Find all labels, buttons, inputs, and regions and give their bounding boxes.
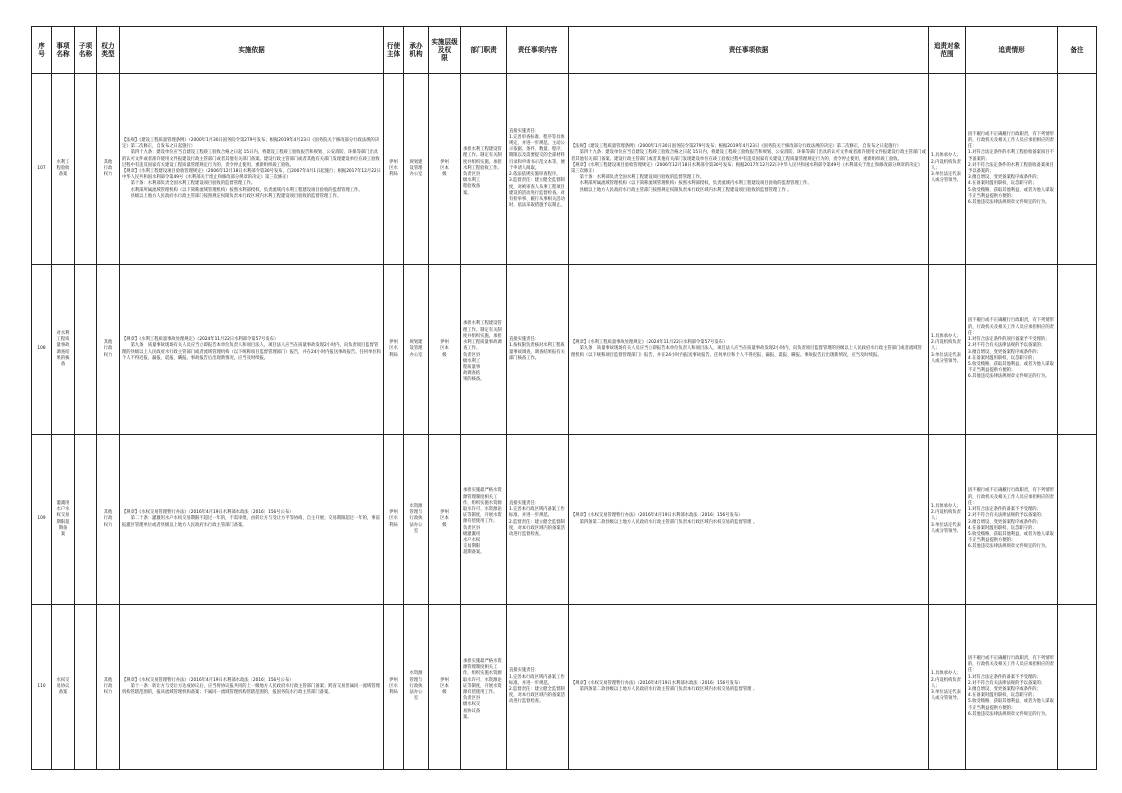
power-type-cell: 其他 行政 权力 bbox=[97, 605, 120, 770]
level-cell: 伊州 区本 级 bbox=[429, 74, 461, 265]
header-responsibility: 责任事项内容 bbox=[507, 27, 569, 74]
office-cell: 规划建 设管理 办公室 bbox=[404, 265, 429, 435]
basis-paragraph: 【规章】《水权交易管理暂行办法》（2016年4月19日水利部水政法〔2016〕156号公布） bbox=[122, 510, 294, 516]
header-situation: 追责情形 bbox=[966, 27, 1058, 74]
responsibility-basis-paragraph: 第四条第二款县级以上地方人民政府水行政主管部门负责本行政区域内水权交易的监督管理 。 bbox=[571, 687, 758, 692]
responsibility-cell: 直接实施责任： 1.按权限负责核对水利工程质量事故调查，调查结果报有关部门核备工作。 bbox=[507, 265, 569, 435]
header-power-type: 权力 类型 bbox=[97, 27, 120, 74]
header-note: 备注 bbox=[1058, 27, 1097, 74]
seq-cell: 109 bbox=[32, 435, 52, 605]
seq-cell: 110 bbox=[32, 605, 52, 770]
responsibility-basis-cell bbox=[569, 265, 929, 435]
duty-summary: 负责区县 级水利工 程验收备 案。 bbox=[463, 172, 481, 196]
subject-cell: 伊州 区水 利局 bbox=[384, 605, 404, 770]
responsibility-basis-paragraph: 【规章】《水利工程质量事故处理规定》（2024年11月22日水利部令第57号发布） bbox=[571, 340, 728, 346]
responsibility-basis-cell bbox=[569, 74, 929, 265]
sub-item-cell bbox=[75, 74, 97, 265]
header-item-name: 事项 名称 bbox=[52, 27, 75, 74]
responsibility-cell: 直接实施责任： 1.完善本行政区域内备案工作标准，并进一步规范。 2.监督责任：建立健全监督制度，对本行政区域内的备案活动进行监督检查。 bbox=[507, 605, 569, 770]
item-name-cell: 灌溉用 水户水 权交易 期限超 期备 案 bbox=[52, 435, 75, 605]
target-cell: 1.具体承办人； 2.内设机构负责人； 3.单位法定代表人或分管领导。 bbox=[929, 435, 966, 605]
target-cell: 1.具体承办人； 2.内设机构负责人； 3.单位法定代表人或分管领导。 bbox=[929, 605, 966, 770]
duty-detail: 承担实施最严格水资源管理制度相关工作，组织实施水资源取水许可、水资源论证等制度，开展水资源有偿使用工作。 bbox=[463, 658, 502, 695]
situation-cell: 因不履行或不正确履行行政职责，有下列情形的，行政机关及相关工作人员应承担相应的责任： 1.对符合法定条件的备案不予受理的； 2.对不符合有关法律法规的予以备案的； 3.擅自增设、变更备案程序或条件的； 4.在备案时滥用职权、玩忽职守的； 5.收受贿赂、获取其他利益，或者为他人谋取不正当利益提供方便的； 6.其他违反法律法规规章文件规定的行为。 bbox=[966, 435, 1058, 605]
note-cell bbox=[1058, 605, 1097, 770]
subject-cell: 伊州 区水 利局 bbox=[384, 435, 404, 605]
responsibility-cell: 直接实施责任： 1.完善本行政区域内备案工作标准，并进一步规范。 2.监督责任：建立健全监督制度，对本行政区域内的备案活动进行监督检查。 bbox=[507, 435, 569, 605]
responsibility-cell: 直接实施责任： 1.完善审查标准、程序等具体规定，并进一步规范。主动公示依据、条件、数量、程序、期限以及需要提交的全部材料目录和申请书示范文本等，便于申请人阅取。 2.依法依规实施审查程序。 3.监督责任：建立健全监督制度，对被审查人从事工程项目建设的活动进行监督检查。对有检举事、履行从事相关活动时，依法采取措施予以制止。 bbox=[507, 74, 569, 265]
responsibility-basis-paragraph: 水利部所属流域管理机构（以下简称流域管理机构）按照水利部授权，负责流域内水利工程建设项目验收的监督管理工作。 bbox=[571, 181, 812, 187]
header-row bbox=[32, 27, 1097, 74]
duty-detail: 承担水利工程建设管理工作。制定有关制度并组织实施。承担水利工程质量事故调查工作。 bbox=[463, 321, 502, 352]
responsibility-basis-cell bbox=[569, 435, 929, 605]
basis-cell bbox=[120, 435, 384, 605]
responsibility-basis-paragraph: 第十条：水利部负责全国水利工程建设项目验收的监督管理工作。 bbox=[571, 175, 705, 181]
duty-cell bbox=[461, 74, 507, 265]
header-subject: 行使 主体 bbox=[384, 27, 404, 74]
power-type-cell: 其他 行政 权力 bbox=[97, 265, 120, 435]
header-level: 实施层级及权 限 bbox=[429, 27, 461, 74]
duty-summary: 负责区县 级水利工 程质量事 故调查结 果的核备。 bbox=[463, 352, 485, 383]
responsibility-basis-paragraph: 第四十九条：建设单位应当自建设工程竣工验收合格之日起 15日内，将建设工程竣工验收报告和规划、公安消防、环保等部门出具的认可文件或者准许使用文件报建设行政主管部门或者其他有关部门备案。建设行政主管部门或者其他有关部门发现建设单位在竣工验收过程中有违反国家有关建设工程质量管理规定行为的，责令停止使用，重新组织竣工验收。 bbox=[571, 150, 926, 162]
duty-cell bbox=[461, 265, 507, 435]
responsibility-basis-cell bbox=[569, 605, 929, 770]
basis-paragraph: 第十一条：转让方与受让方达成协议后，应当将协议报共同的上一级地方人民政府水行政主管部门备案；跨省交易但属同一流域管理机构管辖范围的，报该流域管理机构备案；不属同一流域管理机构管辖范围的，报国务院水行政主管部门备案。 bbox=[122, 683, 380, 696]
basis-cell bbox=[120, 74, 384, 265]
level-cell: 伊州 区本 级 bbox=[429, 265, 461, 435]
sub-item-cell bbox=[75, 605, 97, 770]
situation-cell: 因不履行或不正确履行行政职责，有下列情形的，行政机关及相关工作人员应承担相应的责任： 1.对符合法定条件的备案不予受理的； 2.对不符合有关法律法规的予以备案的； 3.擅自增设、变更备案程序或条件的； 4.在备案时滥用职权、玩忽职守的； 5.收受贿赂、获取其他利益，或者为他人谋取不正当利益提供方便的； 6.其他违反法律法规规章文件规定的行为。 bbox=[966, 605, 1058, 770]
responsibility-basis-paragraph: 【规章】《水权交易管理暂行办法》（2016年4月19日水利部水政法〔2016〕156号发布） bbox=[571, 680, 743, 686]
header-basis: 实施依据 bbox=[120, 27, 384, 74]
sub-item-cell bbox=[75, 435, 97, 605]
basis-paragraph: 水利部所属流域管理机构（以下简称流域管理机构）按照水利部授权，负责流域内水利工程建设项目验收的监督管理工作。 bbox=[122, 187, 363, 193]
basis-paragraph: 第二十条：灌溉用水户水权交易期限不超过一年的，不需审批，由转让方与受让方平等协商，自主开展；交易期限超过一年的，事前报灌区管理单位或者县级以上地方人民政府水行政主管部门备案。 bbox=[122, 516, 380, 528]
basis-paragraph: 【规章】《水利工程建设项目验收管理规定》（2006年12月18日水利部令第30号发布，自2007年4月1日起施行；根据2017年12月22日中华人民共和国水利部令第49号《水利部关于废止和修改部分规章的决定》第三次修正） bbox=[122, 169, 381, 181]
subject-cell: 伊州 区水 利局 bbox=[384, 74, 404, 265]
note-cell bbox=[1058, 265, 1097, 435]
duty-cell bbox=[461, 605, 507, 770]
responsibility-basis-paragraph: 第九条 质量事故现场有关人员应当立即报告本单位负责人和项目法人，项目法人应当在质量事故发现2小时内，向负责项目监督管理的县级以上人民政府水行政主管部门或者流域管理机构（以下统称项目监督管理部门）报告，并在24小时内报送事故报告。任何单位和个人不得迟报、漏报、谎报、瞒报。事故报告后出现新情况，应当及时续报。 bbox=[571, 346, 922, 358]
responsibility-basis-paragraph: 县级以上地方人民政府水行政主管部门按照规定权限负责本行政区域内水利工程建设项目验收的监督管理工作 。 bbox=[571, 187, 792, 193]
basis-cell bbox=[120, 605, 384, 770]
duty-detail: 承担水利工程建设管理工作。制定有关制度并组织实施。承担水利工程验收工作。 bbox=[463, 147, 502, 171]
duty-detail: 承担实施最严格水资源管理制度相关工作，组织实施水资源取水许可、水资源论证等制度，开展水资源有偿使用工作。 bbox=[463, 488, 502, 525]
target-cell: 1.具体承办人； 2.内设机构负责人； 3.单位法定代表人或分管领导。 bbox=[929, 265, 966, 435]
level-cell: 伊州 区本 级 bbox=[429, 605, 461, 770]
table-row bbox=[32, 605, 1097, 770]
duty-summary: 负责区县 级灌溉用 水户水权 交易期限 超期备案。 bbox=[463, 525, 485, 556]
power-type-cell: 其他 行政 权力 bbox=[97, 435, 120, 605]
basis-paragraph: 县级以上地方人民政府水行政主管部门按照规定权限负责本行政区域内水利工程建设项目验收的监督管理工作。 bbox=[122, 193, 342, 199]
duty-summary: 负责区县 级水权交 易协议备 案。 bbox=[463, 696, 481, 720]
header-duty: 部门职责 bbox=[461, 27, 507, 74]
header-office: 承办 机构 bbox=[404, 27, 429, 74]
basis-paragraph: 【规章】《水利工程质量事故处理规定》（2024年11月22日水利部令第57号发布） bbox=[122, 337, 279, 343]
responsibility-list-table bbox=[31, 26, 1097, 770]
sub-item-cell bbox=[75, 265, 97, 435]
item-name-cell: 水利工 程验收 备案 bbox=[52, 74, 75, 265]
subject-cell: 伊州 区水 利局 bbox=[384, 265, 404, 435]
basis-paragraph: 【规章】《水权交易管理暂行办法》（2016年4月19日水利部水政法〔2016〕156号公布） bbox=[122, 677, 294, 683]
basis-paragraph: 第四十九条：建设单位应当自建设工程竣工验收合格之日起 15日内，将建设工程竣工验收报告和规划、公安消防、环保等部门出具的认可文件或者准许使用文件报建设行政主管部门或者其他有关部门备案。建设行政主管部门或者其他有关部门发现建设单位在竣工验收过程中有违反国家有关建设工程质量管理规定行为的，责令停止使用，重新组织竣工验收。 bbox=[122, 150, 380, 168]
duty-cell bbox=[461, 435, 507, 605]
seq-cell: 108 bbox=[32, 265, 52, 435]
header-target: 追责对象 范围 bbox=[929, 27, 966, 74]
basis-paragraph: 【法规】《建设工程质量管理条例》（2000年1月30日国务院令第279号发布；根据2019年4月23日《国务院关于修改部分行政法规的决定》第二次修正，自发布之日起施行） bbox=[122, 137, 380, 150]
responsibility-basis-paragraph: 【规章】《水利工程建设项目验收管理规定》（2006年12月18日水利部令第30号发布；根据2017年12月22日中华人民共和国水利部令第49号《水利部关于废止和修改部分规章的决定》第三次修正） bbox=[571, 162, 923, 174]
basis-paragraph: 第十条：水利部负责全国水利工程建设项目验收的监督管理工作。 bbox=[122, 181, 256, 187]
basis-paragraph: 第九条 质量事故现场有关人员应当立即报告本单位负责人和项目法人，项目法人应当在质量事故发现2小时内，向负责项目监督管理的县级以上人民政府水行政主管部门或者流域管理机构（以下统称项目监督管理部门）报告，并在24小时内报送事故报告。任何单位和个人不得迟报、漏报、谎报、瞒报。事故报告后出现新情况，应当及时续报。 bbox=[122, 343, 381, 361]
header-responsibility-basis: 责任事项依据 bbox=[569, 27, 929, 74]
item-name-cell: 水权交 易协议 备案 bbox=[52, 605, 75, 770]
item-name-cell: 对水利 工程质 量事故 调查结 果的核 备 bbox=[52, 265, 75, 435]
note-cell bbox=[1058, 74, 1097, 265]
office-cell: 水资源 管理与 行政执 法办公 室 bbox=[404, 605, 429, 770]
table-row bbox=[32, 265, 1097, 435]
seq-cell: 107 bbox=[32, 74, 52, 265]
responsibility-basis-paragraph: 【法规】《建设工程质量管理条例》（2000年1月30日国务院令第279号发布；根据2019年4月23日《国务院关于修改部分行政法规的决定》第二次修正，自发布之日起施行） bbox=[571, 144, 902, 150]
table-row bbox=[32, 435, 1097, 605]
office-cell: 水资源 管理与 行政执 法办公 室 bbox=[404, 435, 429, 605]
target-cell: 1.具体承办人； 2.内设机构负责人； 3.单位法定代表人或分管领导。 bbox=[929, 74, 966, 265]
office-cell: 规划建 设管理 办公室 bbox=[404, 74, 429, 265]
power-type-cell: 其他 行政 权力 bbox=[97, 74, 120, 265]
table-row bbox=[32, 74, 1097, 265]
situation-cell: 因不履行或不正确履行行政职责，有下列情形的，行政机关及相关工作人员应承担相应的责任： 1.对符合法定条件的水利工程验收备案项目不予备案的； 2.对不符合法定条件的水利工程验收备案项目予以备案的； 3.擅自增设、变更备案程序或条件的； 4.在备案时滥用职权、玩忽职守的； 5.收受贿赂、获取其他利益，或者为他人谋取不正当利益提供方便的； 6.其他违反法律法规规章文件规定的行为。 bbox=[966, 74, 1058, 265]
basis-cell bbox=[120, 265, 384, 435]
situation-cell: 因不履行或不正确履行行政职责，有下列情形的，行政机关及相关工作人员应承担相应的责任： 1.对符合法定条件的项目备案予不受理的； 2.对不符合有关法律法规的予以备案的； 3.擅自增设、变更备案程序或条件的； 4.在备案时滥用职权、玩忽职守的； 5.收受贿赂、获取其他利益，或者为他人谋取不正当利益提供方便的； 6.其他违反法律法规规章文件规定的行为。 bbox=[966, 265, 1058, 435]
note-cell bbox=[1058, 435, 1097, 605]
responsibility-basis-paragraph: 【规章】《水权交易管理暂行办法》（2016年4月19日水利部水政法〔2016〕156号发布） bbox=[571, 513, 743, 519]
responsibility-basis-paragraph: 第四条第二款县级以上地方人民政府水行政主管部门负责本行政区域内水权交易的监督管理 。 bbox=[571, 519, 758, 525]
level-cell: 伊州 区本 级 bbox=[429, 435, 461, 605]
header-seq: 序 号 bbox=[32, 27, 52, 74]
header-sub-item: 子项 名称 bbox=[75, 27, 97, 74]
